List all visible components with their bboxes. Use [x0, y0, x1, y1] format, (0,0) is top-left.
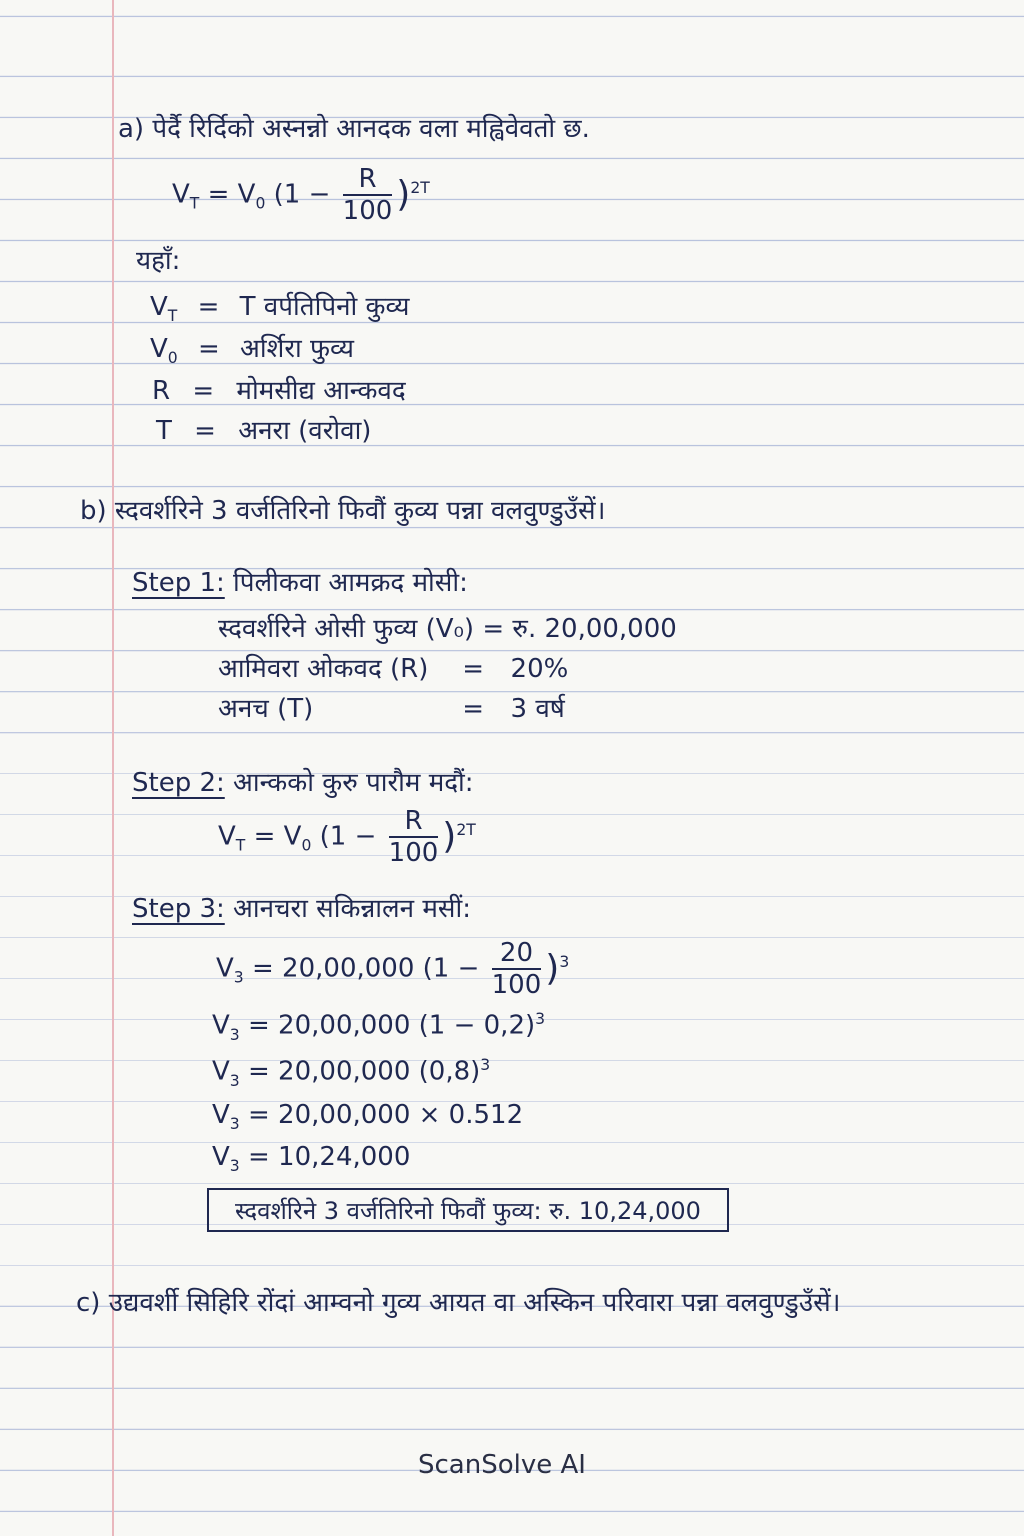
calc-line: $V_3 = 20,00,000 \times 0.512$	[212, 1100, 524, 1134]
definition-row: $V_T = T$ वर्पतिपिनो कुव्य	[150, 292, 410, 326]
step2-formula: $V_T = V_0$ (1 − $\frac{R}{100}$ )$^{2T}$	[218, 806, 476, 868]
step3-heading	[132, 896, 471, 922]
part-b-question	[80, 498, 605, 524]
step1-heading	[132, 570, 468, 596]
part-c-question	[76, 1290, 841, 1316]
part-a-label: a)	[118, 114, 145, 144]
given-row: अनच (T) = 3 वर्ष	[218, 694, 565, 724]
step3-title: आनचरा सकिन्नालन मसीं:	[233, 894, 471, 924]
given-row: आमिवरा ओकवद (R) = 20%	[218, 654, 569, 684]
where-label: यहाँ:	[136, 246, 181, 276]
calc-line: $V_3 = 20,00,000$ (1 − $\frac{20}{100}$ )$^3$	[216, 938, 570, 1000]
definition-row: T = अनरा (वरोवा)	[156, 416, 372, 446]
fraction: $\frac{20}{100}$	[491, 938, 542, 1000]
part-b-label: b)	[80, 496, 107, 526]
footer-brand: ScanSolve AI	[418, 1450, 586, 1480]
part-a-question	[118, 116, 590, 142]
definition-row: $V_0$ = अर्शिरा फुव्य	[150, 334, 354, 368]
part-c-text: उद्यवर्शी सिहिरि रोंदां आम्वनो गुव्य आयत वा अस्किन परिवारा पन्ना वलवुण्डुउँसें।	[108, 1288, 841, 1318]
part-a-formula: $V_T = V_0$ (1 − $\frac{R}{100}$ )$^{2T}$	[172, 164, 430, 226]
final-answer-box	[207, 1188, 729, 1232]
step3-label: Step 3:	[132, 894, 225, 924]
fraction: $\frac{R}{100}$	[388, 806, 439, 868]
calc-line: $V_3 = 20,00,000$ $(0,8)^3$	[212, 1056, 491, 1090]
final-answer: स्दवर्शरिने 3 वर्जतिरिनो फिवौं फुव्य: रु. 10,24,000	[235, 1196, 701, 1225]
part-a-text: पेर्दै रिर्दिको अस्नन्नो आनदक वला मह्विवेवतो छ.	[152, 114, 590, 144]
calc-line: $V_3 = 10,24,000$	[212, 1142, 411, 1176]
given-row: स्दवर्शरिने ओसी फुव्य (V₀) = रु. 20,00,000	[218, 614, 677, 644]
step2-label: Step 2:	[132, 768, 225, 798]
calc-line: $V_3 = 20,00,000$ $(1 - 0,2)^3$	[212, 1010, 546, 1044]
step2-heading	[132, 770, 474, 796]
step1-label: Step 1:	[132, 568, 225, 598]
part-c-label: c)	[76, 1288, 101, 1318]
part-b-text: स्दवर्शरिने 3 वर्जतिरिनो फिवौं कुव्य पन्ना वलवुण्डुउँसें।	[114, 496, 606, 526]
step2-title: आन्कको कुरु पारौम मदौं:	[233, 768, 474, 798]
step1-title: पिलीकवा आमक्रद मोसी:	[233, 568, 468, 598]
definition-row: R = मोमसीद्य आन्कवद	[152, 376, 406, 406]
fraction: $\frac{R}{100}$	[342, 164, 393, 226]
